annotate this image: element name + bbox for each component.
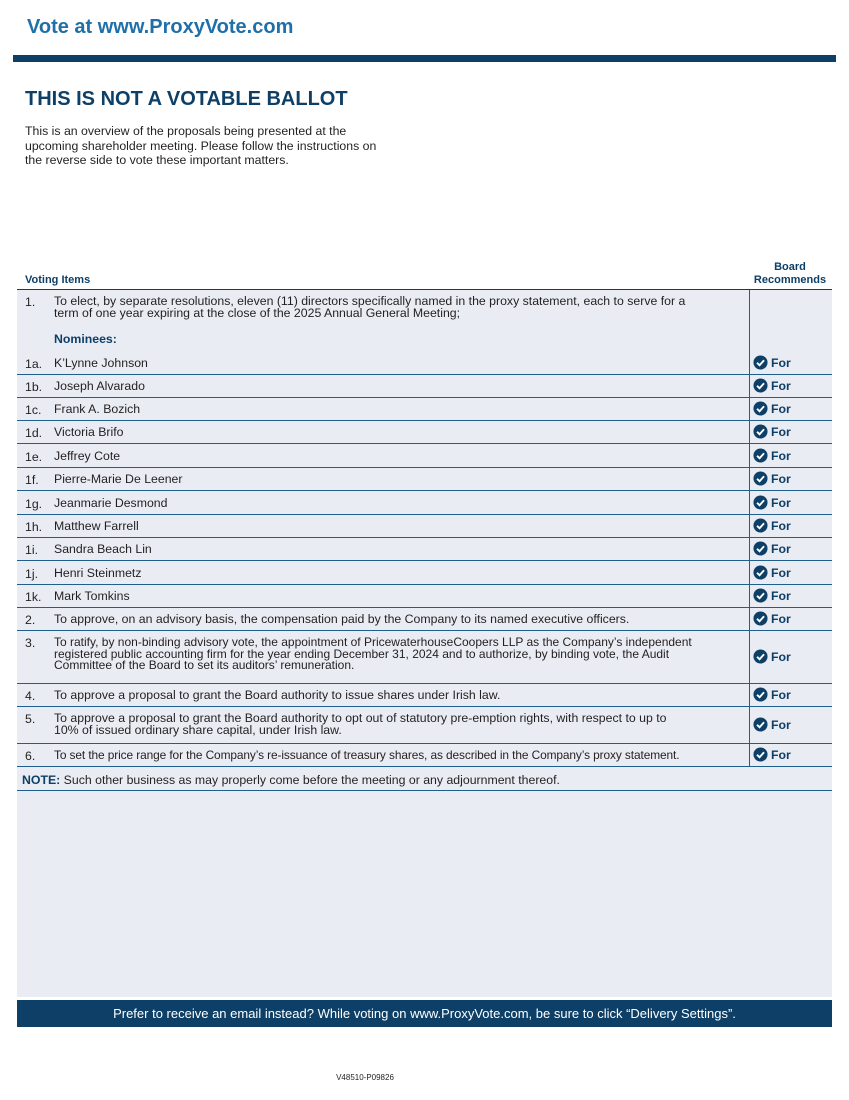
item-text	[54, 713, 747, 736]
recommendation-label: For	[771, 495, 791, 510]
check-circle-icon	[753, 518, 768, 533]
recommendation-label: For	[771, 588, 791, 603]
recommendation-label: For	[771, 611, 791, 626]
item-text	[54, 637, 747, 672]
recommendation-cell	[749, 561, 832, 584]
recommendation-label: For	[771, 649, 791, 664]
item-number: 3.	[25, 636, 36, 650]
item-text: Jeanmarie Desmond	[54, 496, 168, 510]
recommendation-label: For	[771, 378, 791, 393]
recommendation-label: For	[771, 717, 791, 732]
table-row	[17, 744, 832, 767]
recommendation-cell	[749, 684, 832, 706]
intro-line: This is an overview of the proposals being presented at the	[25, 124, 347, 138]
item-text: To set the price range for the Company’s re-issuance of treasury shares, as described in the Company’s proxy statement.	[54, 748, 680, 762]
item-number: 1.	[25, 295, 36, 309]
recommendation-cell	[749, 744, 832, 766]
recommendation-cell	[749, 707, 832, 743]
recommendation-cell	[749, 398, 832, 420]
recommendation	[753, 687, 791, 702]
table-row	[17, 538, 832, 561]
item-text-line: To elect, by separate resolutions, eleven (11) directors specifically named in the proxy statement, each to serve for a	[54, 294, 686, 308]
recommendation	[753, 518, 791, 533]
recommendation	[753, 717, 791, 732]
note-text	[22, 773, 560, 787]
item-text-line: 10% of issued ordinary share capital, under Irish law.	[54, 722, 342, 737]
item-text: K’Lynne Johnson	[54, 356, 148, 370]
recommendation-label: For	[771, 355, 791, 370]
recommendation-label: For	[771, 471, 791, 486]
recommendation	[753, 541, 791, 556]
recommendation	[753, 588, 791, 603]
item-number: 6.	[25, 749, 36, 763]
table-row	[17, 468, 832, 491]
table-row	[17, 290, 832, 351]
item-text: Matthew Farrell	[54, 519, 139, 533]
table-row	[17, 421, 832, 444]
check-circle-icon	[753, 649, 768, 664]
table-row	[17, 707, 832, 744]
recommendation-cell	[749, 421, 832, 443]
table-row	[17, 491, 832, 515]
item-text-line: To ratify, by non-binding advisory vote, the appointment of PricewaterhouseCoopers LLP as the Company’s independent	[54, 635, 692, 649]
item-number: 1i.	[25, 543, 38, 557]
item-number: 4.	[25, 689, 36, 703]
recommendation-cell	[749, 538, 832, 560]
item-number: 1j.	[25, 567, 38, 581]
table-row	[17, 444, 832, 468]
note-label: NOTE:	[22, 773, 61, 787]
check-circle-icon	[753, 541, 768, 556]
item-text	[54, 296, 747, 319]
check-circle-icon	[753, 355, 768, 370]
check-circle-icon	[753, 448, 768, 463]
recommendation-label: For	[771, 565, 791, 580]
intro-text	[25, 124, 420, 168]
item-text: Joseph Alvarado	[54, 379, 145, 393]
check-circle-icon	[753, 611, 768, 626]
intro-line: the reverse side to vote these important matters.	[25, 153, 289, 167]
page-title: THIS IS NOT A VOTABLE BALLOT	[25, 88, 348, 110]
check-circle-icon	[753, 471, 768, 486]
item-number: 1b.	[25, 380, 43, 394]
item-number: 5.	[25, 712, 36, 726]
item-text: Victoria Brifo	[54, 425, 124, 439]
header-rule	[13, 55, 836, 62]
intro-line: upcoming shareholder meeting. Please follow the instructions on	[25, 138, 377, 153]
table-row	[17, 585, 832, 608]
recommendation-cell	[749, 491, 832, 514]
check-circle-icon	[753, 565, 768, 580]
recommendation-label: For	[771, 518, 791, 533]
recommendation	[753, 471, 791, 486]
recommendation-label: For	[771, 747, 791, 762]
recommendation-cell	[749, 444, 832, 467]
table-row	[17, 684, 832, 707]
recommendation-cell	[749, 631, 832, 683]
recommendation-cell	[749, 585, 832, 607]
recommendation-label: For	[771, 448, 791, 463]
check-circle-icon	[753, 378, 768, 393]
check-circle-icon	[753, 495, 768, 510]
note-body: Such other business as may properly come before the meeting or any adjournment thereof.	[60, 773, 560, 787]
recommendation	[753, 747, 791, 762]
table-row	[17, 515, 832, 538]
nominees-label: Nominees:	[54, 332, 117, 346]
note-row	[17, 767, 832, 791]
table-row	[17, 631, 832, 684]
table-row	[17, 351, 832, 375]
recommendation-label: For	[771, 424, 791, 439]
table-row	[17, 608, 832, 631]
board-header-line: Board	[774, 261, 806, 273]
item-text-line: term of one year expiring at the close of the 2025 Annual General Meeting;	[54, 305, 461, 320]
item-text-line: Committee of the Board to set its auditors’ remuneration.	[54, 658, 355, 672]
recommendation	[753, 401, 791, 416]
board-header-line: Recommends	[753, 273, 827, 286]
recommendation-label: For	[771, 401, 791, 416]
item-text: Mark Tomkins	[54, 589, 130, 603]
item-text: Jeffrey Cote	[54, 449, 121, 463]
item-number: 1g.	[25, 497, 43, 511]
table-row	[17, 561, 832, 585]
recommendation	[753, 565, 791, 580]
check-circle-icon	[753, 687, 768, 702]
item-text: To approve a proposal to grant the Board authority to issue shares under Irish law.	[54, 688, 501, 702]
recommendation	[753, 378, 791, 393]
recommendation	[753, 355, 791, 370]
item-text: Frank A. Bozich	[54, 402, 141, 416]
check-circle-icon	[753, 588, 768, 603]
item-text: Henri Steinmetz	[54, 566, 142, 580]
delivery-settings-banner: Prefer to receive an email instead? While voting on www.ProxyVote.com, be sure to click “Delivery Settings”.	[17, 1000, 832, 1027]
check-circle-icon	[753, 401, 768, 416]
item-text: To approve, on an advisory basis, the compensation paid by the Company to its named executive officers.	[54, 612, 630, 626]
recommendation-label: For	[771, 541, 791, 556]
document-code: V48510-P09826	[336, 1073, 394, 1082]
recommendation-cell	[749, 515, 832, 537]
item-number: 1e.	[25, 450, 43, 464]
recommendation-cell	[749, 290, 832, 351]
recommendation-cell	[749, 375, 832, 397]
table-row	[17, 398, 832, 421]
item-text: Sandra Beach Lin	[54, 542, 152, 556]
check-circle-icon	[753, 717, 768, 732]
proxyvote-link[interactable]: Vote at www.ProxyVote.com	[27, 16, 294, 38]
item-number: 1d.	[25, 426, 43, 440]
table-row	[17, 375, 832, 398]
voting-items-header: Voting Items	[25, 274, 91, 286]
board-recommends-header	[748, 261, 832, 286]
recommendation-cell	[749, 608, 832, 630]
recommendation	[753, 649, 791, 664]
check-circle-icon	[753, 747, 768, 762]
recommendation	[753, 448, 791, 463]
item-text: Pierre-Marie De Leener	[54, 472, 183, 486]
item-text-line: To approve a proposal to grant the Board authority to opt out of statutory pre-emption rights, with respect to up to	[54, 711, 667, 725]
recommendation-cell	[749, 468, 832, 490]
recommendation	[753, 495, 791, 510]
item-number: 1h.	[25, 520, 43, 534]
item-number: 2.	[25, 613, 36, 627]
check-circle-icon	[753, 424, 768, 439]
item-number: 1c.	[25, 403, 42, 417]
item-number: 1k.	[25, 590, 42, 604]
recommendation-label: For	[771, 687, 791, 702]
item-number: 1f.	[25, 473, 39, 487]
item-number: 1a.	[25, 357, 43, 371]
item-text-line: registered public accounting firm for the year ending December 31, 2024 and to authorize, by binding vote, the Audit	[54, 646, 670, 661]
recommendation	[753, 424, 791, 439]
recommendation	[753, 611, 791, 626]
recommendation-cell	[749, 351, 832, 374]
